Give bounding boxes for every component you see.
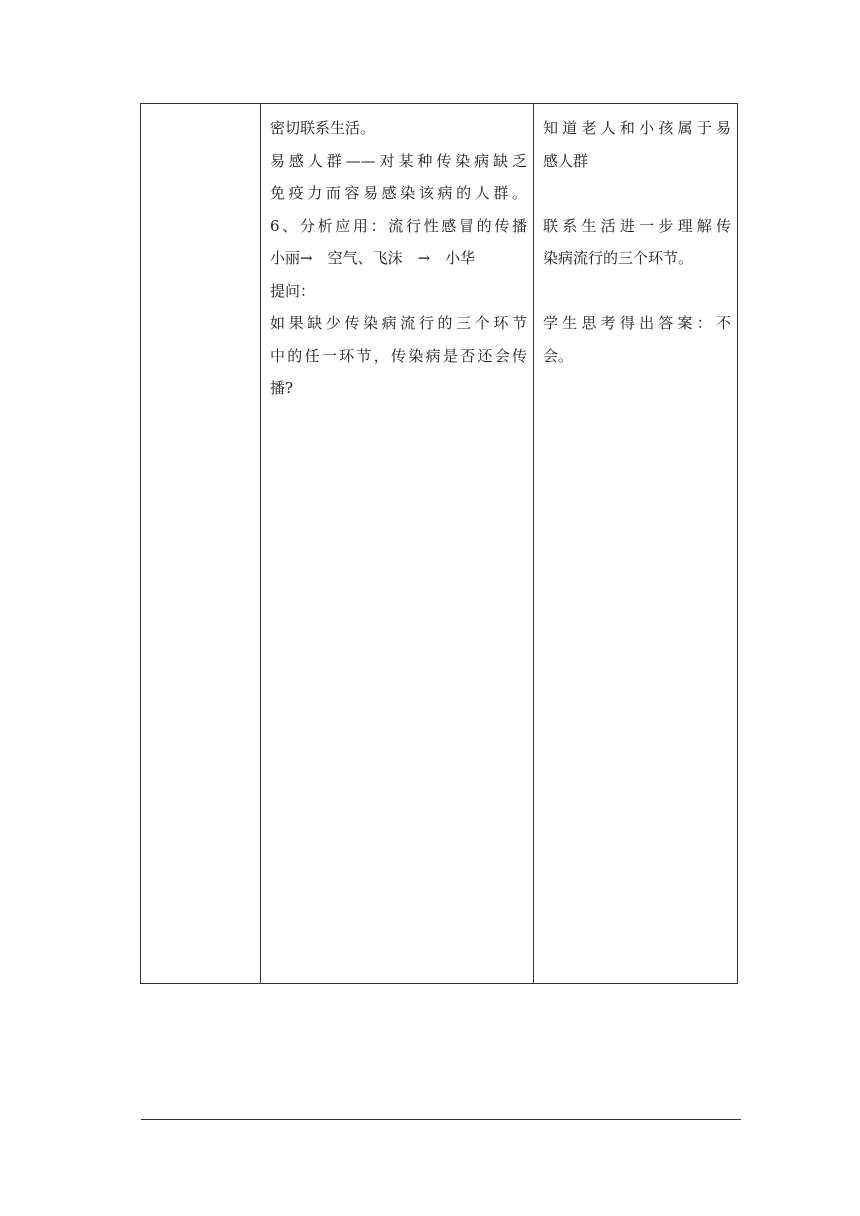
table-column-blank xyxy=(141,104,261,983)
table-text-line: 会。 xyxy=(543,346,574,365)
table-text-line: 知道老人和小孩属于易 xyxy=(543,119,731,137)
table-column-teacher-activity xyxy=(261,104,534,983)
table-text-line: 中的任一环节，传染病是否还会传 xyxy=(270,346,527,365)
lesson-table xyxy=(140,103,738,984)
table-blank-line xyxy=(543,177,731,210)
table-text-line: 小丽→ 空气、飞沫 → 小华 xyxy=(270,249,476,267)
table-column-student-activity xyxy=(534,104,737,983)
table-text-line: 免疫力而容易感染该病的人群。 xyxy=(270,184,527,202)
table-text-line: 联系生活进一步理解传 xyxy=(543,216,731,235)
table-text-line: 播? xyxy=(270,379,294,397)
table-text-line: 提问： xyxy=(270,281,316,300)
table-text-line: 感人群 xyxy=(543,151,589,170)
table-blank-line xyxy=(543,275,731,308)
table-text-line: 如果缺少传染病流行的三个环节 xyxy=(270,314,527,332)
table-text-line: 密切联系生活。 xyxy=(270,119,376,137)
footer-divider xyxy=(141,1119,741,1120)
table-text-line: 易感人群——对某种传染病缺乏 xyxy=(270,151,527,170)
table-text-line: 染病流行的三个环节。 xyxy=(543,249,694,267)
table-text-line: 6、分析应用：流行性感冒的传播 xyxy=(270,216,527,235)
table-text-line: 学生思考得出答案：不 xyxy=(543,314,731,332)
